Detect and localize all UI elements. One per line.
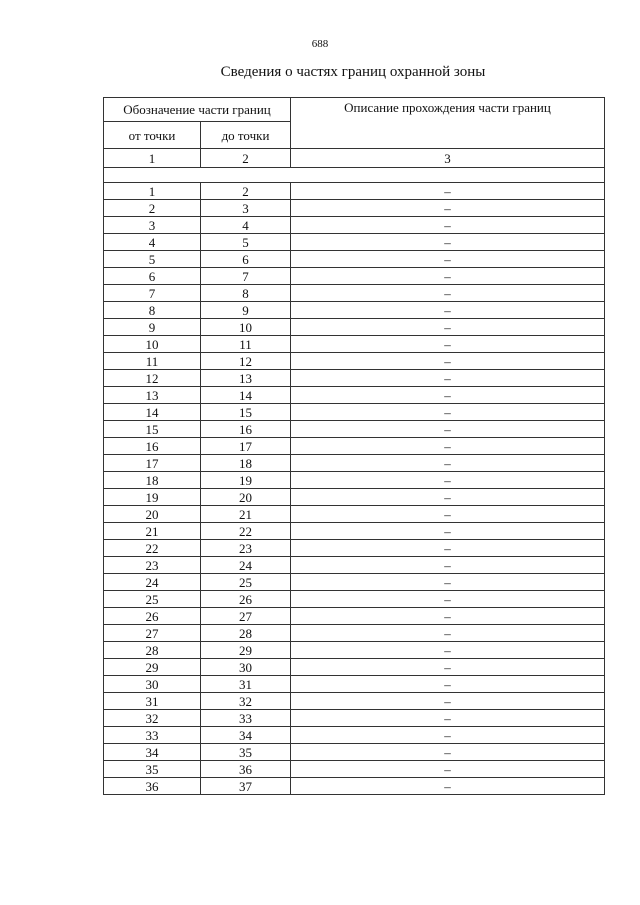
to-point-cell: 33 [201, 710, 291, 727]
column-number: 1 [104, 149, 201, 168]
to-point-cell: 27 [201, 608, 291, 625]
to-point-cell: 25 [201, 574, 291, 591]
to-point-cell: 13 [201, 370, 291, 387]
from-point-cell: 3 [104, 217, 201, 234]
from-point-cell: 23 [104, 557, 201, 574]
to-point-cell: 8 [201, 285, 291, 302]
to-point-cell: 5 [201, 234, 291, 251]
description-cell: – [291, 591, 605, 608]
description-cell: – [291, 251, 605, 268]
from-point-cell: 30 [104, 676, 201, 693]
table-row [104, 659, 605, 676]
from-point-cell: 34 [104, 744, 201, 761]
table-row [104, 336, 605, 353]
description-cell: – [291, 540, 605, 557]
table-row [104, 710, 605, 727]
to-point-cell: 2 [201, 183, 291, 200]
from-point-cell: 9 [104, 319, 201, 336]
description-cell: – [291, 523, 605, 540]
table-row [104, 251, 605, 268]
boundary-parts-table [103, 97, 605, 795]
description-cell: – [291, 455, 605, 472]
table-row [104, 370, 605, 387]
to-point-cell: 23 [201, 540, 291, 557]
description-cell: – [291, 234, 605, 251]
table-row [104, 217, 605, 234]
from-point-cell: 20 [104, 506, 201, 523]
table-row [104, 676, 605, 693]
table-row [104, 608, 605, 625]
description-cell: – [291, 608, 605, 625]
description-cell: – [291, 302, 605, 319]
table-row [104, 489, 605, 506]
to-point-cell: 17 [201, 438, 291, 455]
table-row [104, 472, 605, 489]
description-cell: – [291, 268, 605, 285]
description-cell: – [291, 557, 605, 574]
from-point-cell: 32 [104, 710, 201, 727]
from-point-cell: 16 [104, 438, 201, 455]
from-point-cell: 2 [104, 200, 201, 217]
description-cell: – [291, 710, 605, 727]
to-point-cell: 22 [201, 523, 291, 540]
to-point-cell: 11 [201, 336, 291, 353]
to-point-cell: 28 [201, 625, 291, 642]
table-row [104, 285, 605, 302]
table-row [104, 506, 605, 523]
from-point-cell: 11 [104, 353, 201, 370]
from-point-cell: 17 [104, 455, 201, 472]
from-point-cell: 6 [104, 268, 201, 285]
column-number: 2 [201, 149, 291, 168]
to-point-cell: 21 [201, 506, 291, 523]
from-point-cell: 5 [104, 251, 201, 268]
to-point-cell: 19 [201, 472, 291, 489]
to-point-cell: 20 [201, 489, 291, 506]
from-point-cell: 15 [104, 421, 201, 438]
description-cell: – [291, 217, 605, 234]
page-title: Сведения о частях границ охранной зоны [220, 64, 486, 80]
description-cell: – [291, 472, 605, 489]
description-cell: – [291, 693, 605, 710]
description-cell: – [291, 744, 605, 761]
to-point-cell: 18 [201, 455, 291, 472]
table-row [104, 302, 605, 319]
from-point-cell: 26 [104, 608, 201, 625]
description-cell: – [291, 285, 605, 302]
to-point-cell: 10 [201, 319, 291, 336]
from-point-cell: 21 [104, 523, 201, 540]
from-point-cell: 18 [104, 472, 201, 489]
from-point-cell: 8 [104, 302, 201, 319]
description-cell: – [291, 319, 605, 336]
to-point-cell: 36 [201, 761, 291, 778]
table-row [104, 438, 605, 455]
table-row [104, 642, 605, 659]
to-point-cell: 12 [201, 353, 291, 370]
from-point-cell: 36 [104, 778, 201, 795]
description-cell: – [291, 489, 605, 506]
to-point-cell: 15 [201, 404, 291, 421]
column-number: 3 [291, 149, 605, 168]
description-cell: – [291, 574, 605, 591]
table-row [104, 557, 605, 574]
boundary-designation-header: Обозначение части границ [104, 98, 291, 122]
to-point-cell: 37 [201, 778, 291, 795]
from-point-cell: 22 [104, 540, 201, 557]
from-point-cell: 7 [104, 285, 201, 302]
table-row [104, 744, 605, 761]
table-row [104, 200, 605, 217]
description-cell: – [291, 506, 605, 523]
boundary-description-header: Описание прохождения части границ [291, 98, 605, 149]
description-cell: – [291, 676, 605, 693]
to-point-cell: 7 [201, 268, 291, 285]
from-point-cell: 24 [104, 574, 201, 591]
table-row [104, 778, 605, 795]
description-cell: – [291, 642, 605, 659]
to-point-cell: 29 [201, 642, 291, 659]
description-cell: – [291, 659, 605, 676]
table-row [104, 455, 605, 472]
table-row [104, 761, 605, 778]
to-point-cell: 3 [201, 200, 291, 217]
from-point-cell: 4 [104, 234, 201, 251]
description-cell: – [291, 438, 605, 455]
to-point-cell: 34 [201, 727, 291, 744]
to-point-cell: 6 [201, 251, 291, 268]
table-header-row [104, 98, 605, 122]
table-row [104, 387, 605, 404]
from-point-cell: 27 [104, 625, 201, 642]
from-point-cell: 25 [104, 591, 201, 608]
empty-section-row [104, 168, 605, 183]
to-point-cell: 32 [201, 693, 291, 710]
from-point-cell: 12 [104, 370, 201, 387]
column-number-row [104, 149, 605, 168]
description-cell: – [291, 183, 605, 200]
empty-section-cell [104, 168, 605, 183]
description-cell: – [291, 353, 605, 370]
description-cell: – [291, 778, 605, 795]
table-row [104, 591, 605, 608]
description-cell: – [291, 200, 605, 217]
table-row [104, 319, 605, 336]
table-row [104, 574, 605, 591]
table-row [104, 523, 605, 540]
to-point-cell: 16 [201, 421, 291, 438]
to-point-cell: 35 [201, 744, 291, 761]
to-point-cell: 31 [201, 676, 291, 693]
from-point-cell: 29 [104, 659, 201, 676]
table-row [104, 234, 605, 251]
description-cell: – [291, 761, 605, 778]
table-row [104, 693, 605, 710]
table-row [104, 404, 605, 421]
description-cell: – [291, 421, 605, 438]
table-row [104, 268, 605, 285]
table-row [104, 625, 605, 642]
description-cell: – [291, 404, 605, 421]
from-point-cell: 13 [104, 387, 201, 404]
from-point-cell: 31 [104, 693, 201, 710]
to-point-cell: 26 [201, 591, 291, 608]
to-point-header: до точки [201, 122, 291, 149]
from-point-cell: 35 [104, 761, 201, 778]
to-point-cell: 9 [201, 302, 291, 319]
from-point-cell: 33 [104, 727, 201, 744]
description-cell: – [291, 727, 605, 744]
description-cell: – [291, 387, 605, 404]
from-point-cell: 1 [104, 183, 201, 200]
description-cell: – [291, 370, 605, 387]
from-point-cell: 10 [104, 336, 201, 353]
table-row [104, 421, 605, 438]
from-point-cell: 19 [104, 489, 201, 506]
description-cell: – [291, 625, 605, 642]
table-row [104, 353, 605, 370]
to-point-cell: 30 [201, 659, 291, 676]
from-point-cell: 28 [104, 642, 201, 659]
table-row [104, 727, 605, 744]
from-point-cell: 14 [104, 404, 201, 421]
to-point-cell: 14 [201, 387, 291, 404]
to-point-cell: 4 [201, 217, 291, 234]
description-cell: – [291, 336, 605, 353]
page-number: 688 [311, 38, 329, 50]
table-row [104, 540, 605, 557]
from-point-header: от точки [104, 122, 201, 149]
table-row [104, 183, 605, 200]
to-point-cell: 24 [201, 557, 291, 574]
